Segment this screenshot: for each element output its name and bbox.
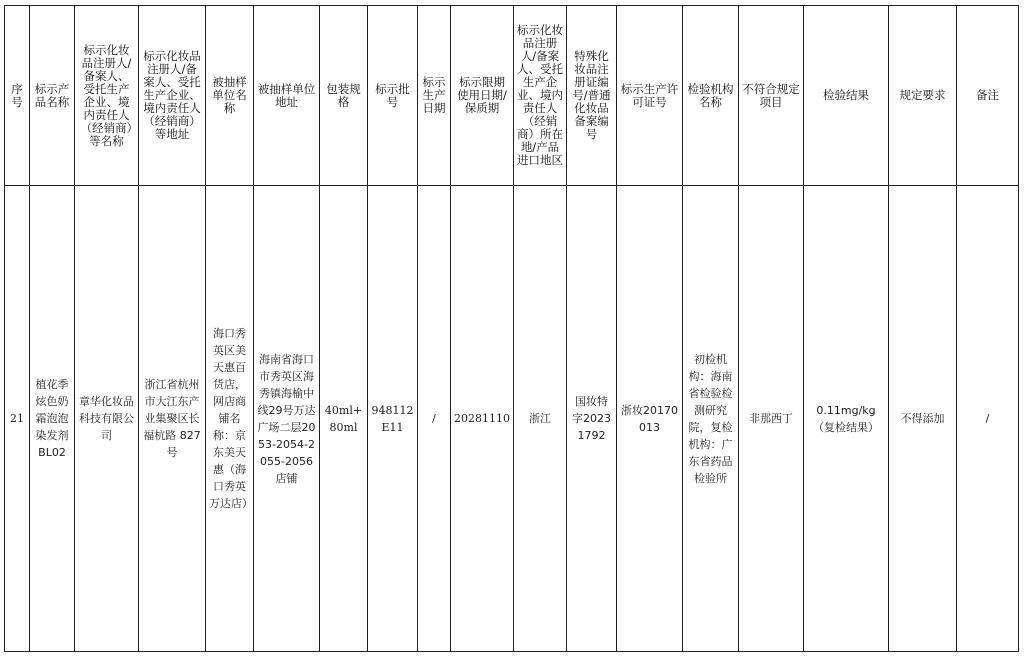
header-sampled-unit-name: 被抽样单位名称 bbox=[206, 6, 254, 186]
cell-seq: 21 bbox=[5, 186, 30, 652]
header-remark: 备注 bbox=[957, 6, 1019, 186]
table-row bbox=[5, 186, 1019, 652]
header-result: 检验结果 bbox=[804, 6, 889, 186]
cell-result: 0.11mg/kg（复检结果） bbox=[804, 186, 889, 652]
header-batch-no: 标示批号 bbox=[368, 6, 418, 186]
header-company-name: 标示化妆品注册人/备案人、受托生产企业、境内责任人（经销商）等名称 bbox=[75, 6, 139, 186]
cell-remark: / bbox=[957, 186, 1019, 652]
cell-company-name: 章华化妆品科技有限公司 bbox=[75, 186, 139, 652]
cell-company-address: 浙江省杭州市大江东产业集聚区长福杭路 827号 bbox=[139, 186, 206, 652]
header-production-date: 标示生产日期 bbox=[418, 6, 451, 186]
header-seq: 序号 bbox=[5, 6, 30, 186]
header-sampled-unit-address: 被抽样单位地址 bbox=[254, 6, 320, 186]
cell-expiry: 20281110 bbox=[451, 186, 514, 652]
cell-registration-no: 国妆特字20231792 bbox=[567, 186, 617, 652]
header-company-address: 标示化妆品注册人/备案人、受托生产企业、境内责任人（经销商）等地址 bbox=[139, 6, 206, 186]
header-product-name: 标示产品名称 bbox=[30, 6, 75, 186]
cell-sampled-unit-address: 海南省海口市秀英区海秀镇海榆中线29号万达广场二层2053-2054-2055-2056店铺 bbox=[254, 186, 320, 652]
header-requirement: 规定要求 bbox=[889, 6, 957, 186]
cell-inspection-org: 初检机构：海南省检验检测研究院，复检机构：广东省药品检验所 bbox=[683, 186, 739, 652]
cell-sampled-unit-name: 海口秀英区美天惠百货店，网店商铺名称：京东美天惠（海口秀英万达店） bbox=[206, 186, 254, 652]
cell-batch-no: 948112E11 bbox=[368, 186, 418, 652]
cell-product-name: 植花季炫色奶霜泡泡染发剂BL02 bbox=[30, 186, 75, 652]
cell-nonconforming-item: 非那西丁 bbox=[739, 186, 804, 652]
inspection-results-table bbox=[4, 5, 1019, 652]
cell-region: 浙江 bbox=[514, 186, 567, 652]
header-registration-no: 特殊化妆品注册证编号/普通化妆品备案编号 bbox=[567, 6, 617, 186]
header-nonconforming-item: 不符合规定项目 bbox=[739, 6, 804, 186]
cell-production-date: / bbox=[418, 186, 451, 652]
header-expiry: 标示限期使用日期/保质期 bbox=[451, 6, 514, 186]
header-inspection-org: 检验机构名称 bbox=[683, 6, 739, 186]
cell-requirement: 不得添加 bbox=[889, 186, 957, 652]
header-region: 标示化妆品注册人/备案人、受托生产企业、境内责任人（经销商）所在地/产品进口地区 bbox=[514, 6, 567, 186]
cell-license-no: 浙妆20170013 bbox=[617, 186, 683, 652]
header-row bbox=[5, 6, 1019, 186]
cell-package-spec: 40ml+80ml bbox=[320, 186, 368, 652]
header-package-spec: 包装规格 bbox=[320, 6, 368, 186]
header-license-no: 标示生产许可证号 bbox=[617, 6, 683, 186]
